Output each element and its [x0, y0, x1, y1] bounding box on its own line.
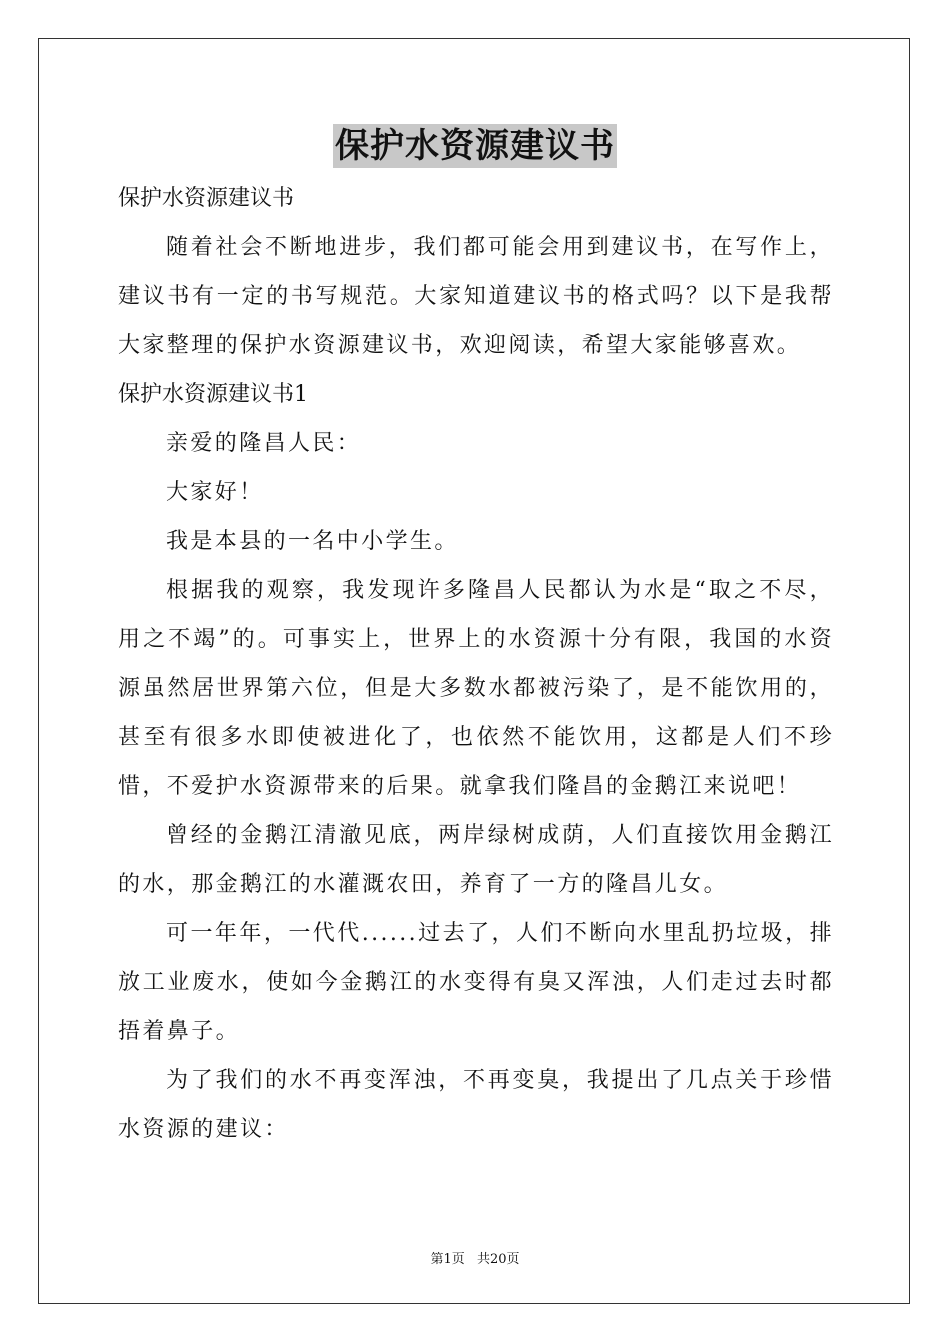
document-title: 保护水资源建议书: [335, 126, 615, 166]
page-number: 第1页: [430, 1252, 465, 1267]
total-pages: 共20页: [476, 1252, 520, 1267]
intro-paragraph: 随着社会不断地进步，我们都可能会用到建议书，在写作上，建议书有一定的书写规范。大家知道建议书的格式吗？以下是我帮大家整理的保护水资源建议书，欢迎阅读，希望大家能够喜欢。: [118, 235, 834, 358]
page-footer: [0, 1248, 950, 1267]
document-body: [118, 174, 834, 1154]
body-paragraph: 根据我的观察，我发现许多隆昌人民都认为水是“取之不尽，用之不竭”的。可事实上，世界上的水资源十分有限，我国的水资源虽然居世界第六位，但是大多数水都被污染了，是不能饮用的，甚至有很多水即使被进化了，也依然不能饮用，这都是人们不珍惜，不爱护水资源带来的后果。就拿我们隆昌的金鹅江来说吧！: [118, 578, 834, 799]
section-heading: 保护水资源建议书1: [118, 382, 308, 407]
title-container: [0, 124, 950, 168]
body-paragraph: 可一年年，一代代......过去了，人们不断向水里乱扔垃圾，排放工业废水，使如今金鹅江的水变得有臭又浑浊，人们走过去时都捂着鼻子。: [118, 921, 834, 1044]
body-paragraph: 曾经的金鹅江清澈见底，两岸绿树成荫，人们直接饮用金鹅江的水，那金鹅江的水灌溉农田，养育了一方的隆昌儿女。: [118, 823, 834, 897]
body-paragraph: 我是本县的一名中小学生。: [166, 529, 459, 554]
salutation: 亲爱的隆昌人民：: [166, 431, 362, 456]
body-paragraph: 为了我们的水不再变浑浊，不再变臭，我提出了几点关于珍惜水资源的建议：: [118, 1068, 834, 1142]
document-subtitle: 保护水资源建议书: [118, 186, 295, 211]
greeting: 大家好！: [166, 480, 264, 505]
